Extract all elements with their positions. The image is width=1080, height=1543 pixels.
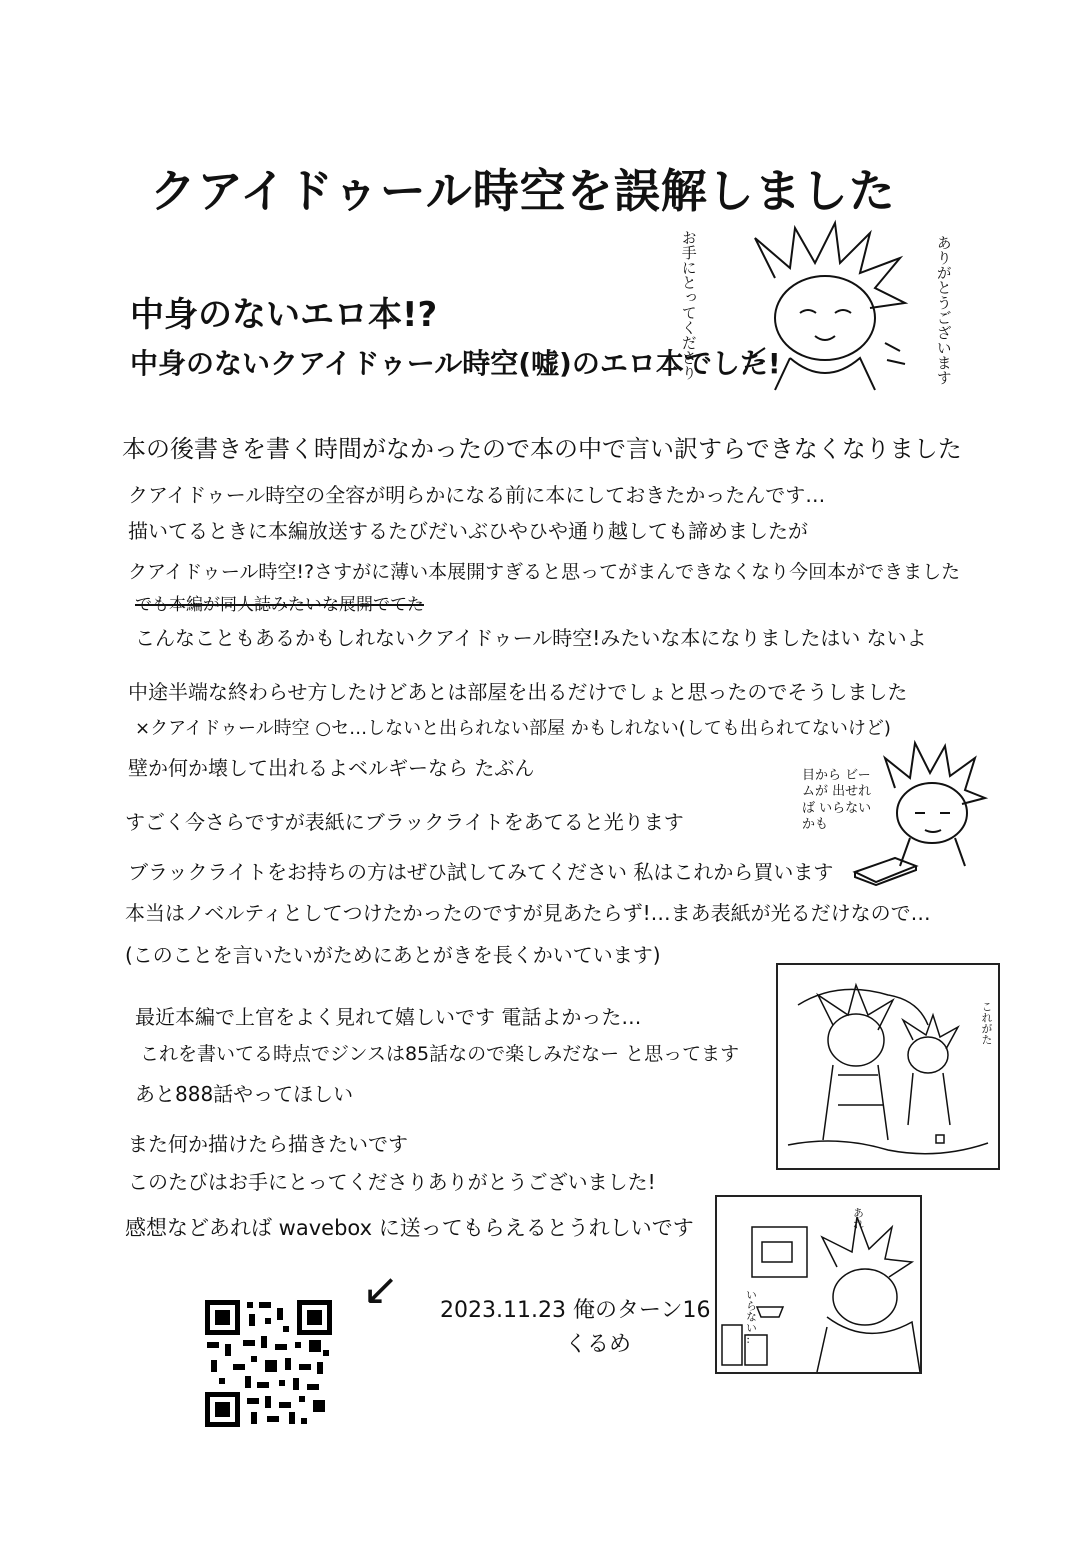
body-line-6: こんなこともあるかもしれないクアイドゥール時空!みたいな本になりましたはい ないよ <box>135 626 927 650</box>
body-line-16: あと888話やってほしい <box>135 1082 354 1106</box>
body-line-9: 壁か何か壊して出れるよベルギーなら たぶん <box>128 756 535 780</box>
page-title: クアイドゥール時空を誤解しました <box>150 164 896 218</box>
blacklight-box-icon <box>850 852 920 886</box>
body-line-2: クアイドゥール時空の全容が明らかになる前に本にしておきたかったんです… <box>128 483 826 507</box>
body-line-18: このたびはお手にとってくださりありがとうございました! <box>128 1170 656 1194</box>
qr-code-image[interactable] <box>205 1300 332 1427</box>
illustration-panel-1 <box>776 963 1000 1170</box>
panel-2-note-2: いらない… <box>744 1289 758 1344</box>
author-signature: くるめ <box>565 1332 632 1357</box>
body-line-4: クアイドゥール時空!?さすがに薄い本展開すぎると思ってがまんできなくなり今回本ができました <box>128 561 961 583</box>
body-line-1: 本の後書きを書く時間がなかったので本の中で言い訳すらできなくなりました <box>122 435 962 463</box>
body-line-13: (このことを言いたいがためにあとがきを長くかいています) <box>125 943 661 967</box>
side-note-eye-beam: 目から ビームが 出せれば いらないかも <box>802 768 872 832</box>
body-line-8: ×クアイドゥール時空 ○セ…しないと出られない部屋 かもしれない(しても出られてないけど) <box>135 718 891 739</box>
panel-2-note-1: あれ <box>851 1207 865 1229</box>
arrow-icon: ↙ <box>362 1264 399 1315</box>
side-note-thanks-1: お手にとってくださり <box>679 230 698 380</box>
body-line-3: 描いてるときに本編放送するたびだいぶひやひや通り越しても諦めましたが <box>128 519 808 543</box>
body-line-11: ブラックライトをお持ちの方はぜひ試してみてください 私はこれから買います <box>128 860 834 884</box>
body-line-10: すごく今さらですが表紙にブラックライトをあてると光ります <box>125 810 684 834</box>
body-line-17: また何か描けたら描きたいです <box>128 1132 408 1156</box>
body-line-7: 中途半端な終わらせ方したけどあとは部屋を出るだけでしょと思ったのでそうしました <box>128 680 908 704</box>
panel-1-drawing <box>778 965 998 1168</box>
illustration-panel-2 <box>715 1195 922 1374</box>
body-line-12: 本当はノベルティとしてつけたかったのですが見あたらず!…まあ表紙が光るだけなので… <box>125 901 931 925</box>
heading-question: 中身のないエロ本!? <box>130 295 438 335</box>
panel-1-note: これがた <box>980 1001 993 1045</box>
heading-answer: 中身のないクアイドゥール時空(嘘)のエロ本でした! <box>130 347 781 380</box>
body-line-19: 感想などあれば wavebox に送ってもらえるとうれしいです <box>125 1216 694 1240</box>
body-line-strikethrough: でも本編が同人誌みたいな展開でてた <box>135 595 424 615</box>
side-note-thanks-2: ありがとうございます <box>934 235 953 385</box>
body-line-15: これを書いてる時点でジンスは85話なので楽しみだなー と思ってます <box>140 1043 740 1065</box>
panel-2-drawing <box>717 1197 920 1372</box>
character-sketch-middle <box>870 738 990 868</box>
body-line-14: 最近本編で上官をよく見れて嬉しいです 電話よかった… <box>135 1005 642 1029</box>
date-line: 2023.11.23 俺のターン16 <box>440 1298 711 1323</box>
